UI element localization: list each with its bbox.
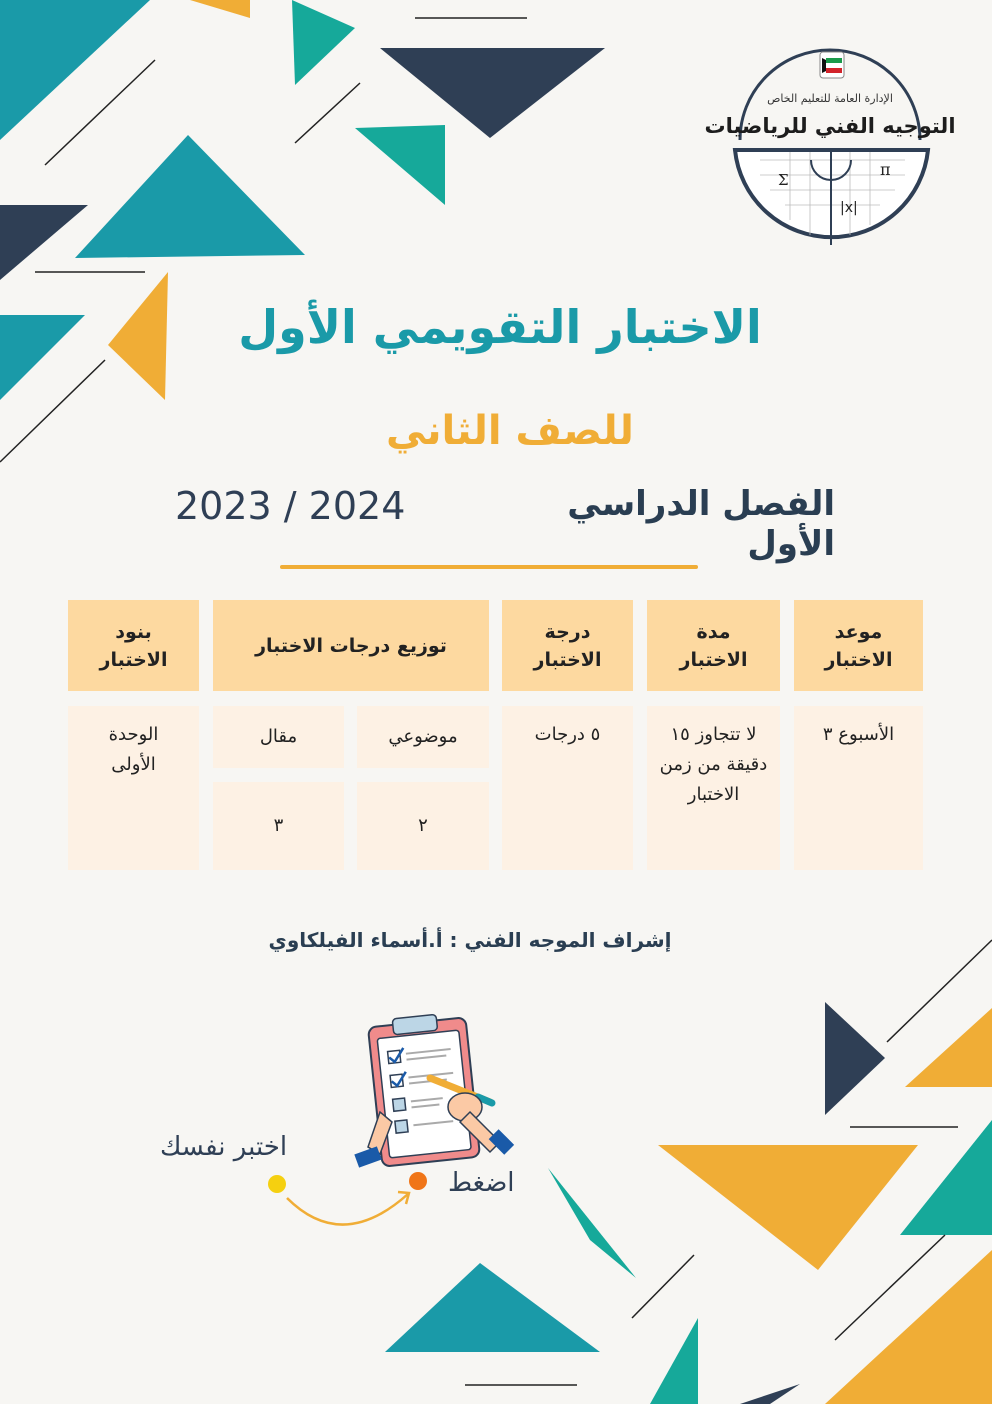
academic-year: 2023 / 2024 — [175, 484, 406, 528]
svg-text:Σ: Σ — [778, 171, 789, 189]
semester-label: الفصل الدراسي الأول — [567, 484, 835, 564]
logo-subtitle: الإدارة العامة للتعليم الخاص — [767, 92, 893, 105]
title-underline — [280, 565, 698, 569]
page-title: الاختبار التقويمي الأول — [238, 300, 762, 354]
arrow-connector — [262, 1168, 432, 1238]
svg-text:|x|: |x| — [840, 200, 858, 216]
value-date: الأسبوع ٣ — [794, 706, 923, 870]
objective-value: ٢ — [357, 782, 489, 870]
press-button[interactable]: اضغط — [448, 1168, 515, 1198]
header-score: درجة الاختبار — [502, 600, 633, 691]
header-distribution: توزيع درجات الاختبار — [213, 600, 489, 691]
logo — [700, 40, 960, 250]
header-duration: مدة الاختبار — [647, 600, 780, 691]
value-items: الوحدة الأولى — [68, 706, 199, 870]
grade-title: للصف الثاني — [386, 408, 634, 454]
essay-label: مقال — [213, 706, 344, 768]
essay-value: ٣ — [213, 782, 344, 870]
svg-text:π: π — [880, 160, 891, 179]
value-duration: لا تتجاوز ١٥ دقيقة من زمن الاختبار — [647, 706, 780, 870]
protractor-emblem — [700, 40, 960, 250]
value-score: ٥ درجات — [502, 706, 633, 870]
header-items: بنود الاختبار — [68, 600, 199, 691]
test-yourself-link[interactable]: اختبر نفسك — [160, 1132, 288, 1162]
clipboard-illustration — [350, 1012, 520, 1177]
logo-title: التوجيه الفني للرياضيات — [704, 114, 956, 138]
supervisor-credit: إشراف الموجه الفني : أ.أسماء الفيلكاوي — [268, 928, 672, 952]
header-date: موعد الاختبار — [794, 600, 923, 691]
objective-label: موضوعي — [357, 706, 489, 768]
